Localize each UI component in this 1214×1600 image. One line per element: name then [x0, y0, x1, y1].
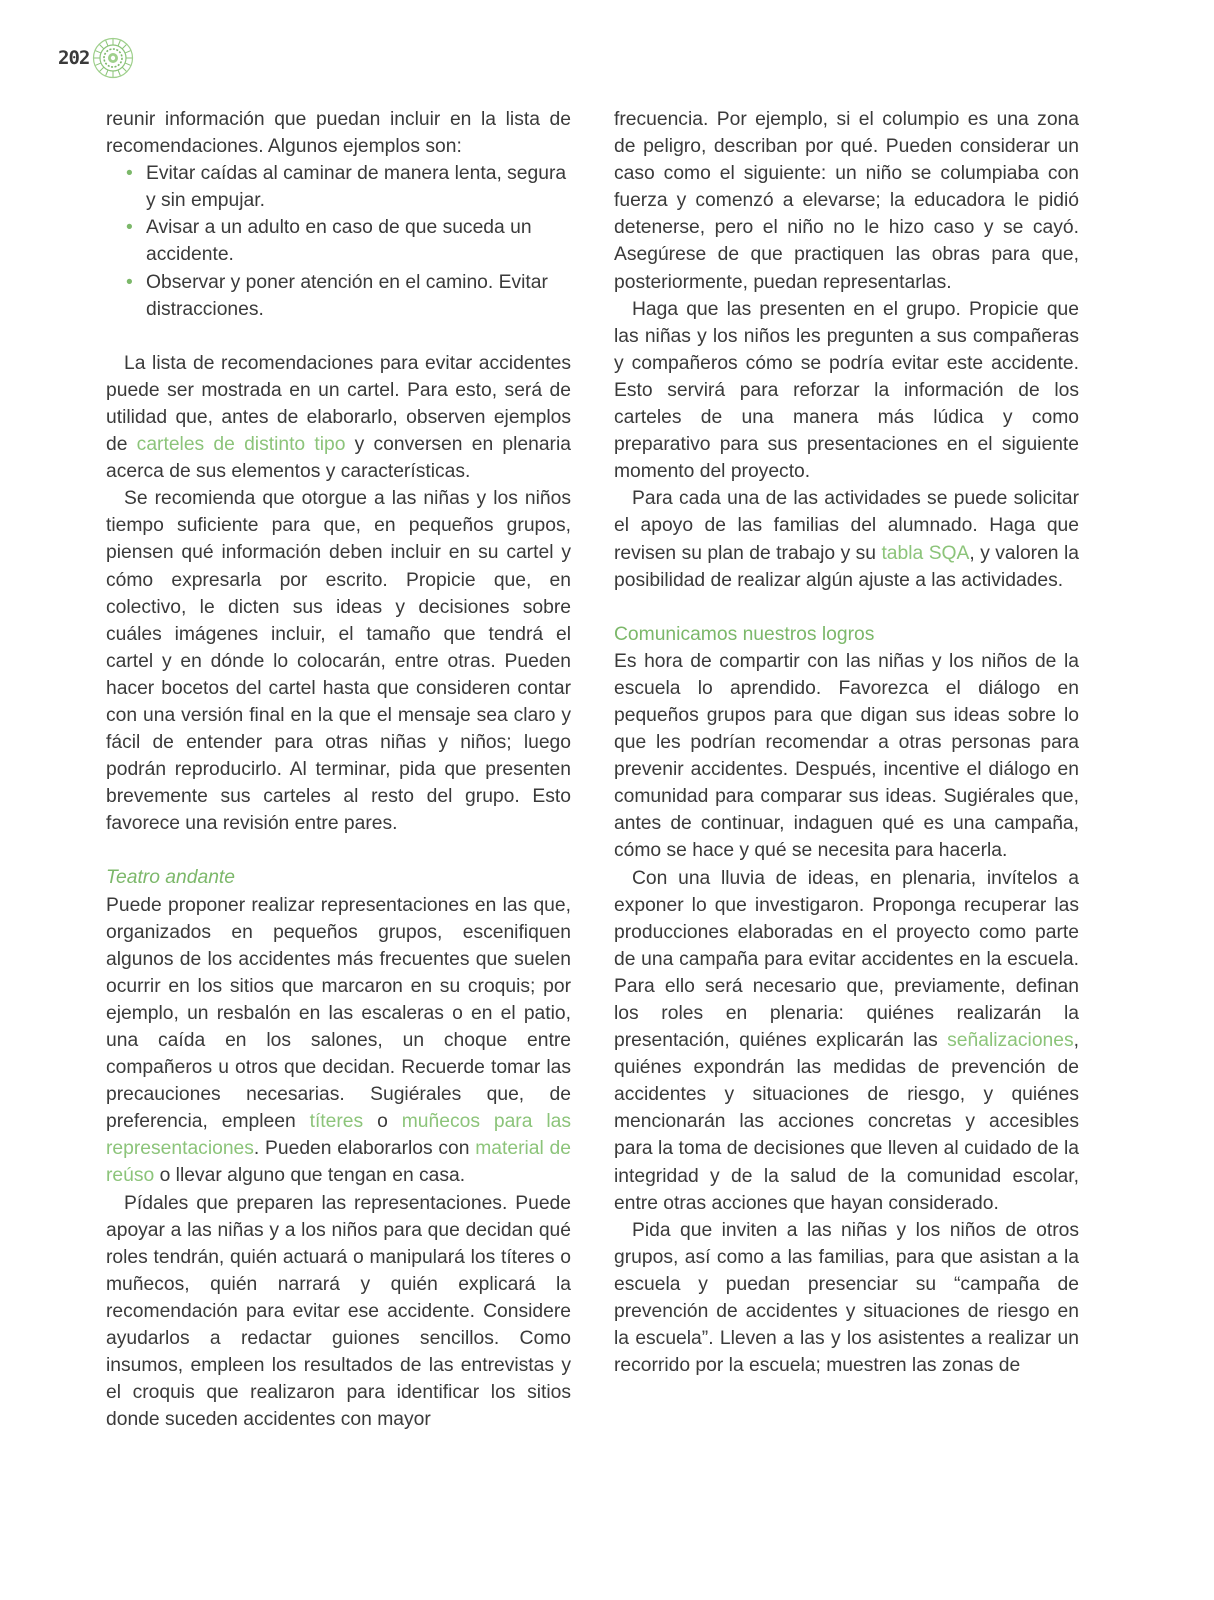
link-material-reuso[interactable]: material de reúso: [106, 1138, 571, 1187]
list-item: • Evitar caídas al caminar de manera lenta, segura y sin empujar.: [126, 160, 571, 214]
paragraph: La lista de recomendaciones para evitar accidentes puede ser mostrada en un cartel. Para esto, será de utilidad que, antes de elaborarlo, observen ejemplos de carteles de distinto tipo y conversen en plenaria acerca de sus elementos y características.: [106, 352, 571, 483]
link-senalizaciones[interactable]: señalizaciones: [947, 1030, 1074, 1052]
list-item: • Observar y poner atención en el camino. Evitar distracciones.: [126, 269, 571, 323]
paragraph: Pídales que preparen las representaciones. Puede apoyar a las niñas y a los niños para que decidan qué roles tendrán, quién actuará o manipulará los títeres o muñecos, quién narrará y quién explicará la recomendación para evitar ese accidente. Considere ayudarlos a redactar guiones sencillos. Como insumos, empleen los resultados de las entrevistas y el croquis que realizaron para identificar los sitios donde suceden accidentes con mayor: [106, 1192, 571, 1431]
paragraph: reunir información que puedan incluir en la lista de recomendaciones. Algunos ejemplos son:: [106, 109, 571, 158]
paragraph: Para cada una de las actividades se puede solicitar el apoyo de las familias del alumnado. Haga que revisen su plan de trabajo y su tabla SQA, y valoren la posibilidad de realizar algún ajuste a las actividades.: [614, 488, 1079, 591]
link-titeres[interactable]: títeres: [309, 1111, 364, 1133]
page-header: [58, 38, 134, 78]
paragraph: Con una lluvia de ideas, en plenaria, invítelos a exponer lo que investigaron. Proponga recuperar las producciones elaboradas en el proyecto como parte de una campaña para evitar accidentes en la escuela. Para ello será necesario que, previamente, definan los roles en plenaria: quiénes realizarán la presentación, quiénes explicarán las señalizaciones, quiénes expondrán las medidas de prevención de accidentes y situaciones de riesgo, y quiénes mencionarán las acciones concretas y accesibles para la toma de decisiones que lleven al cuidado de la integridad y de la salud de la comunidad escolar, entre otras acciones que hayan considerado.: [614, 867, 1079, 1214]
link-carteles[interactable]: carteles de distinto tipo: [136, 434, 346, 456]
recommendations-list: [106, 160, 571, 323]
paragraph: Es hora de compartir con las niñas y los niños de la escuela lo aprendido. Favorezca el diálogo en pequeños grupos para que digan sus ideas sobre lo que les podrían recomendar a otras personas para prevenir accidentes. Después, incentive el diálogo en comunidad para comparar sus ideas. Sugiérales que, antes de continuar, indaguen qué es una campaña, cómo se hace y qué se necesita para hacerla.: [614, 650, 1079, 862]
link-tabla-sqa[interactable]: tabla SQA: [881, 542, 970, 564]
paragraph: Haga que las presenten en el grupo. Propicie que las niñas y los niños les pregunten a sus compañeras y compañeros cómo se podría evitar este accidente. Esto servirá para reforzar la información de los carteles de una manera más lúdica y como preparativo para sus presentaciones en el siguiente momento del proyecto.: [614, 298, 1079, 483]
section-heading-teatro: Teatro andante: [106, 867, 236, 889]
link-munecos[interactable]: muñecos para las representaciones: [106, 1111, 571, 1160]
paragraph: frecuencia. Por ejemplo, si el columpio es una zona de peligro, describan por qué. Pueden considerar un caso como el siguiente: un niño se columpiaba con fuerza y comenzó a elevarse; la educadora le pidió detenerse, pero el niño no le hizo caso y se cayó. Asegúrese de que practiquen las obras para que, posteriormente, puedan representarlas.: [614, 109, 1079, 293]
green-mandala-emblem-icon: [92, 37, 134, 79]
right-column: [614, 106, 1079, 1379]
paragraph: Pida que inviten a las niñas y los niños de otros grupos, así como a las familias, para que asistan a la escuela y puedan presenciar su “campaña de prevención de accidentes y situaciones de riesgo en la escuela”. Lleven a las y los asistentes a realizar un recorrido por la escuela; muestren las zonas de: [614, 1219, 1079, 1377]
left-column: [106, 106, 571, 1433]
list-item: • Avisar a un adulto en caso de que suceda un accidente.: [126, 214, 571, 268]
section-heading-comunicamos: Comunicamos nuestros logros: [614, 623, 875, 645]
page-number: 202: [58, 47, 90, 69]
paragraph: Se recomienda que otorgue a las niñas y los niños tiempo suficiente para que, en pequeños grupos, piensen qué información deben incluir en su cartel y cómo expresarla por escrito. Propicie que, en colectivo, le dicten sus ideas y decisiones sobre cuáles imágenes incluir, el tamaño que tendrá el cartel y en dónde lo colocarán, entre otras. Pueden hacer bocetos del cartel hasta que consideren contar con una versión final en la que el mensaje sea claro y fácil de entender para otras niñas y niños; luego podrán reproducirlo. Al terminar, pida que presenten brevemente sus carteles al resto del grupo. Esto favorece una revisión entre pares.: [106, 488, 571, 835]
paragraph: Puede proponer realizar representaciones en las que, organizados en pequeños grupos, escenifiquen algunos de los accidentes más frecuentes que suelen ocurrir en los sitios que marcaron en su croquis; por ejemplo, un resbalón en las escaleras o en el patio, una caída en los salones, un choque entre compañeros u otros que decidan. Recuerde tomar las precauciones necesarias. Sugiérales que, de preferencia, empleen títeres o muñecos para las representaciones. Pueden elaborarlos con material de reúso o llevar alguno que tengan en casa.: [106, 894, 571, 1187]
